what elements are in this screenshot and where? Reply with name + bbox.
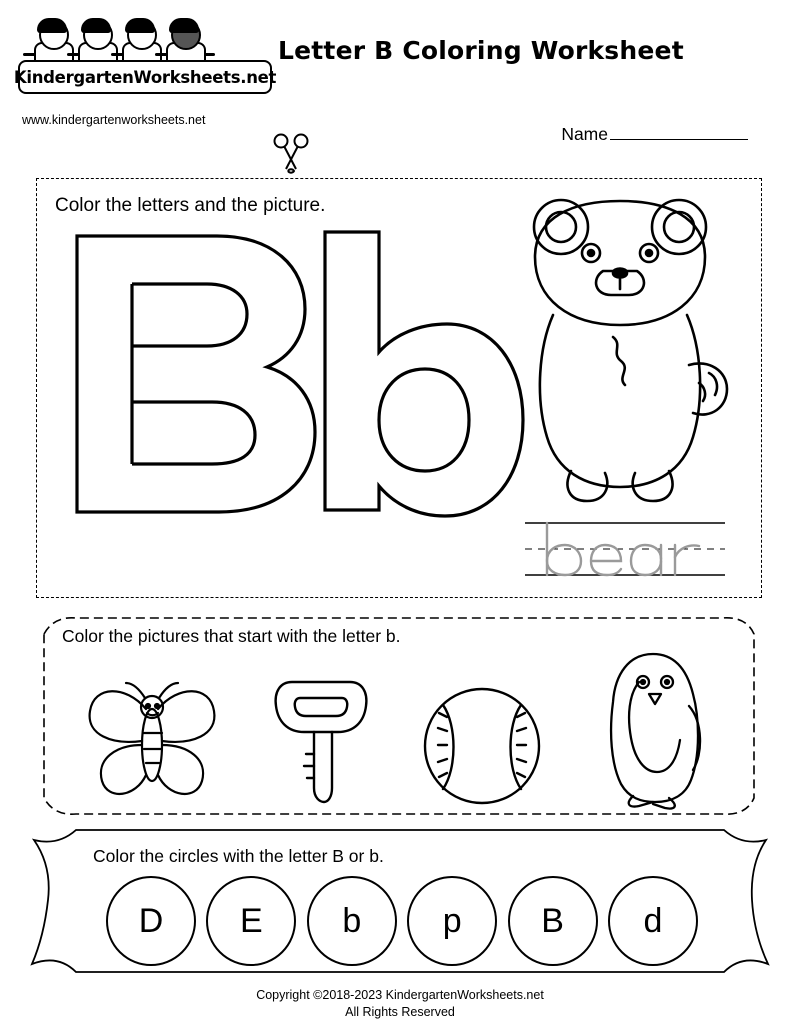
name-input-line[interactable] [610,124,748,140]
kid-figure-icon [162,20,208,64]
penguin-illustration[interactable] [587,646,722,811]
copyright-text: Copyright ©2018-2023 KindergartenWorksheets.net [256,988,544,1002]
logo-nameplate [13,60,277,94]
trace-word-bear[interactable] [525,515,725,585]
kid-figure-icon [74,20,120,64]
section-color-circles [18,826,782,976]
kid-figure-icon [118,20,164,64]
scissors-icon [270,133,312,179]
picture-row [56,656,742,811]
section1-prompt: Color the letters and the picture. [55,195,326,216]
kids-illustration-icon [30,18,255,64]
letter-outlines-Bb[interactable] [57,224,527,574]
name-label: Name [561,124,608,144]
letter-circle[interactable]: p [407,876,497,966]
letter-circle[interactable]: b [307,876,397,966]
logo-text: KindergartenWorksheets.net [13,67,277,87]
key-illustration[interactable] [266,666,376,811]
kid-figure-icon [30,20,76,64]
section-color-pictures [30,608,768,823]
site-logo[interactable] [13,18,277,94]
page-header [0,0,800,170]
section3-prompt: Color the circles with the letter B or b. [93,846,384,866]
section-color-letters [36,178,762,598]
page-title: Letter B Coloring Worksheet [278,36,684,65]
page-footer [0,987,800,1021]
name-field-group [561,124,748,145]
rights-text: All Rights Reserved [345,1005,455,1019]
butterfly-illustration[interactable] [76,671,226,811]
site-url: www.kindergartenworksheets.net [22,113,206,127]
letter-circle[interactable]: E [206,876,296,966]
circle-row [106,878,698,964]
letter-circle[interactable]: d [608,876,698,966]
letter-circle[interactable]: B [508,876,598,966]
section2-prompt: Color the pictures that start with the letter b. [62,626,401,646]
baseball-illustration[interactable] [417,681,547,811]
bear-illustration[interactable] [513,187,743,517]
letter-circle[interactable]: D [106,876,196,966]
